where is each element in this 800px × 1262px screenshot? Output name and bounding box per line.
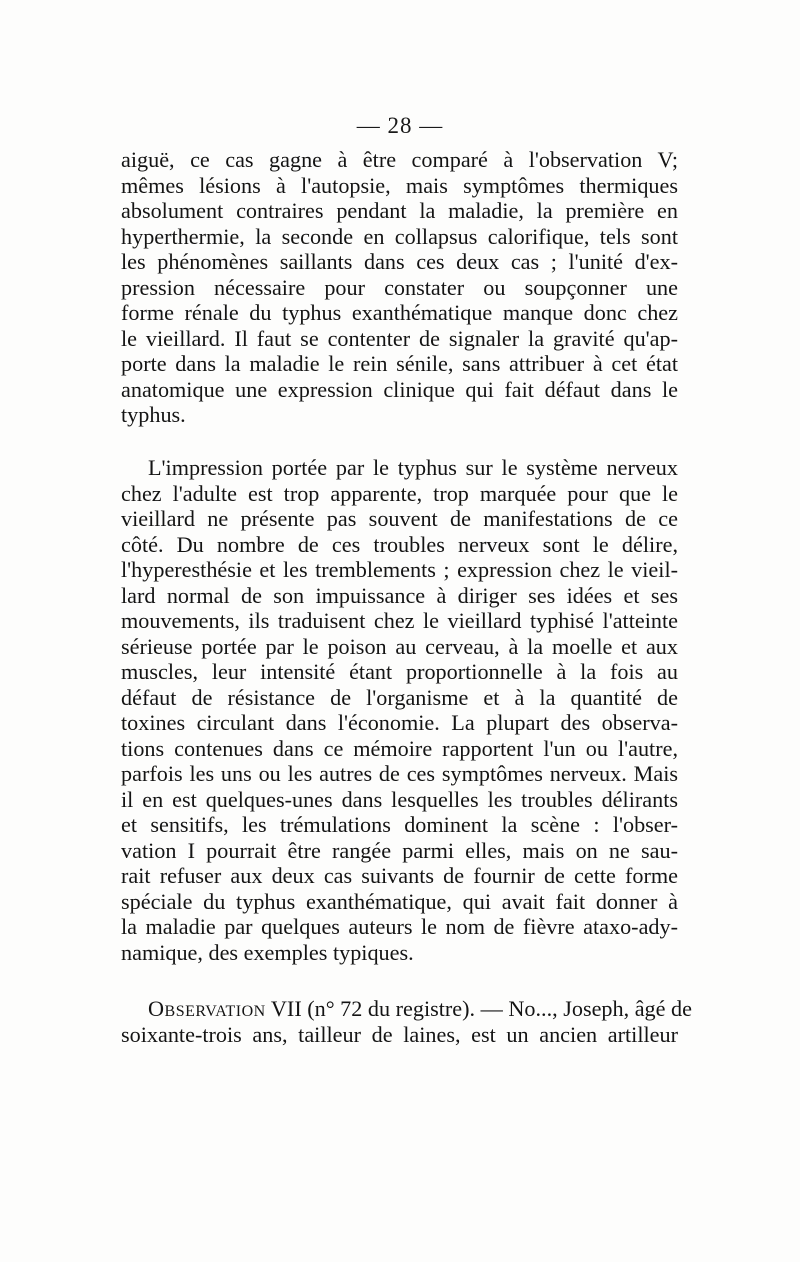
text-line: namique, des exemples typiques. [121,939,414,965]
text-line: muscles, leur intensité étant proportionnelle à la fois au [121,659,678,684]
text-line [121,996,692,1022]
text-line: soixante-trois ans, tailleur de laines, est un ancien artilleur [121,1021,678,1047]
observation-paragraph [121,996,692,1047]
text-line: le vieillard. Il faut se contenter de signaler la gravité qu'ap- [121,325,678,351]
text-line: l'hyperesthésie et les tremblements ; expression chez le vieil- [121,557,678,582]
page-number: — 28 — [356,113,444,138]
text-line: côté. Du nombre de ces troubles nerveux sont le délire, [121,531,678,557]
text-line: hyperthermie, la seconde en collapsus calorifique, tels sont [121,223,678,249]
paragraph-1 [121,147,678,428]
text-line: et sensitifs, les trémulations dominent la scène : l'obser- [121,812,678,837]
text-line: défaut de résistance de l'organisme et à la quantité de [121,684,678,710]
text-line: aiguë, ce cas gagne à être comparé à l'observation V; [121,147,678,172]
text-line: les phénomènes saillants dans ces deux cas ; l'unité d'ex- [121,249,678,274]
text-line: absolument contraires pendant la maladie, la première en [121,198,678,223]
text-line: il en est quelques-unes dans lesquelles les troubles délirants [121,786,678,812]
text-line: L'impression portée par le typhus sur le système nerveux [148,455,678,480]
text-line: parfois les uns ou les autres de ces symptômes nerveux. Mais [121,761,678,786]
text-line: anatomique une expression clinique qui fait défaut dans le [121,376,678,402]
text-line: toxines circulant dans l'économie. La plupart des observa- [121,710,678,735]
observation-heading: Observation [148,996,266,1021]
text-line: vieillard ne présente pas souvent de manifestations de ce [121,506,678,531]
text-line: pression nécessaire pour constater ou soupçonner une [121,274,678,300]
text-line: typhus. [121,402,186,427]
text-line: mouvements, ils traduisent chez le vieillard typhisé l'atteinte [121,608,678,633]
text-line-content: VII (n° 72 du registre). — No..., Joseph, âgé de [270,996,692,1021]
text-line: forme rénale du typhus exanthématique manque donc chez [121,300,678,325]
text-line: chez l'adulte est trop apparente, trop marquée pour que le [121,480,678,506]
text-line: la maladie par quelques auteurs le nom de fièvre ataxo-ady- [121,914,678,939]
text-line: vation I pourrait être rangée parmi elles, mais on ne sau- [121,837,678,863]
text-line: spéciale du typhus exanthématique, qui avait fait donner à [121,888,678,914]
paragraph-2 [121,455,678,965]
text-line: tions contenues dans ce mémoire rapportent l'un ou l'autre, [121,735,678,761]
text-line: sérieuse portée par le poison au cerveau, à la moelle et aux [121,633,678,659]
text-line: porte dans la maladie le rein sénile, sans attribuer à cet état [121,351,678,376]
text-line: lard normal de son impuissance à diriger ses idées et ses [121,582,678,608]
text-line: rait refuser aux deux cas suivants de fournir de cette forme [121,863,678,888]
text-line: mêmes lésions à l'autopsie, mais symptômes thermiques [121,172,678,198]
